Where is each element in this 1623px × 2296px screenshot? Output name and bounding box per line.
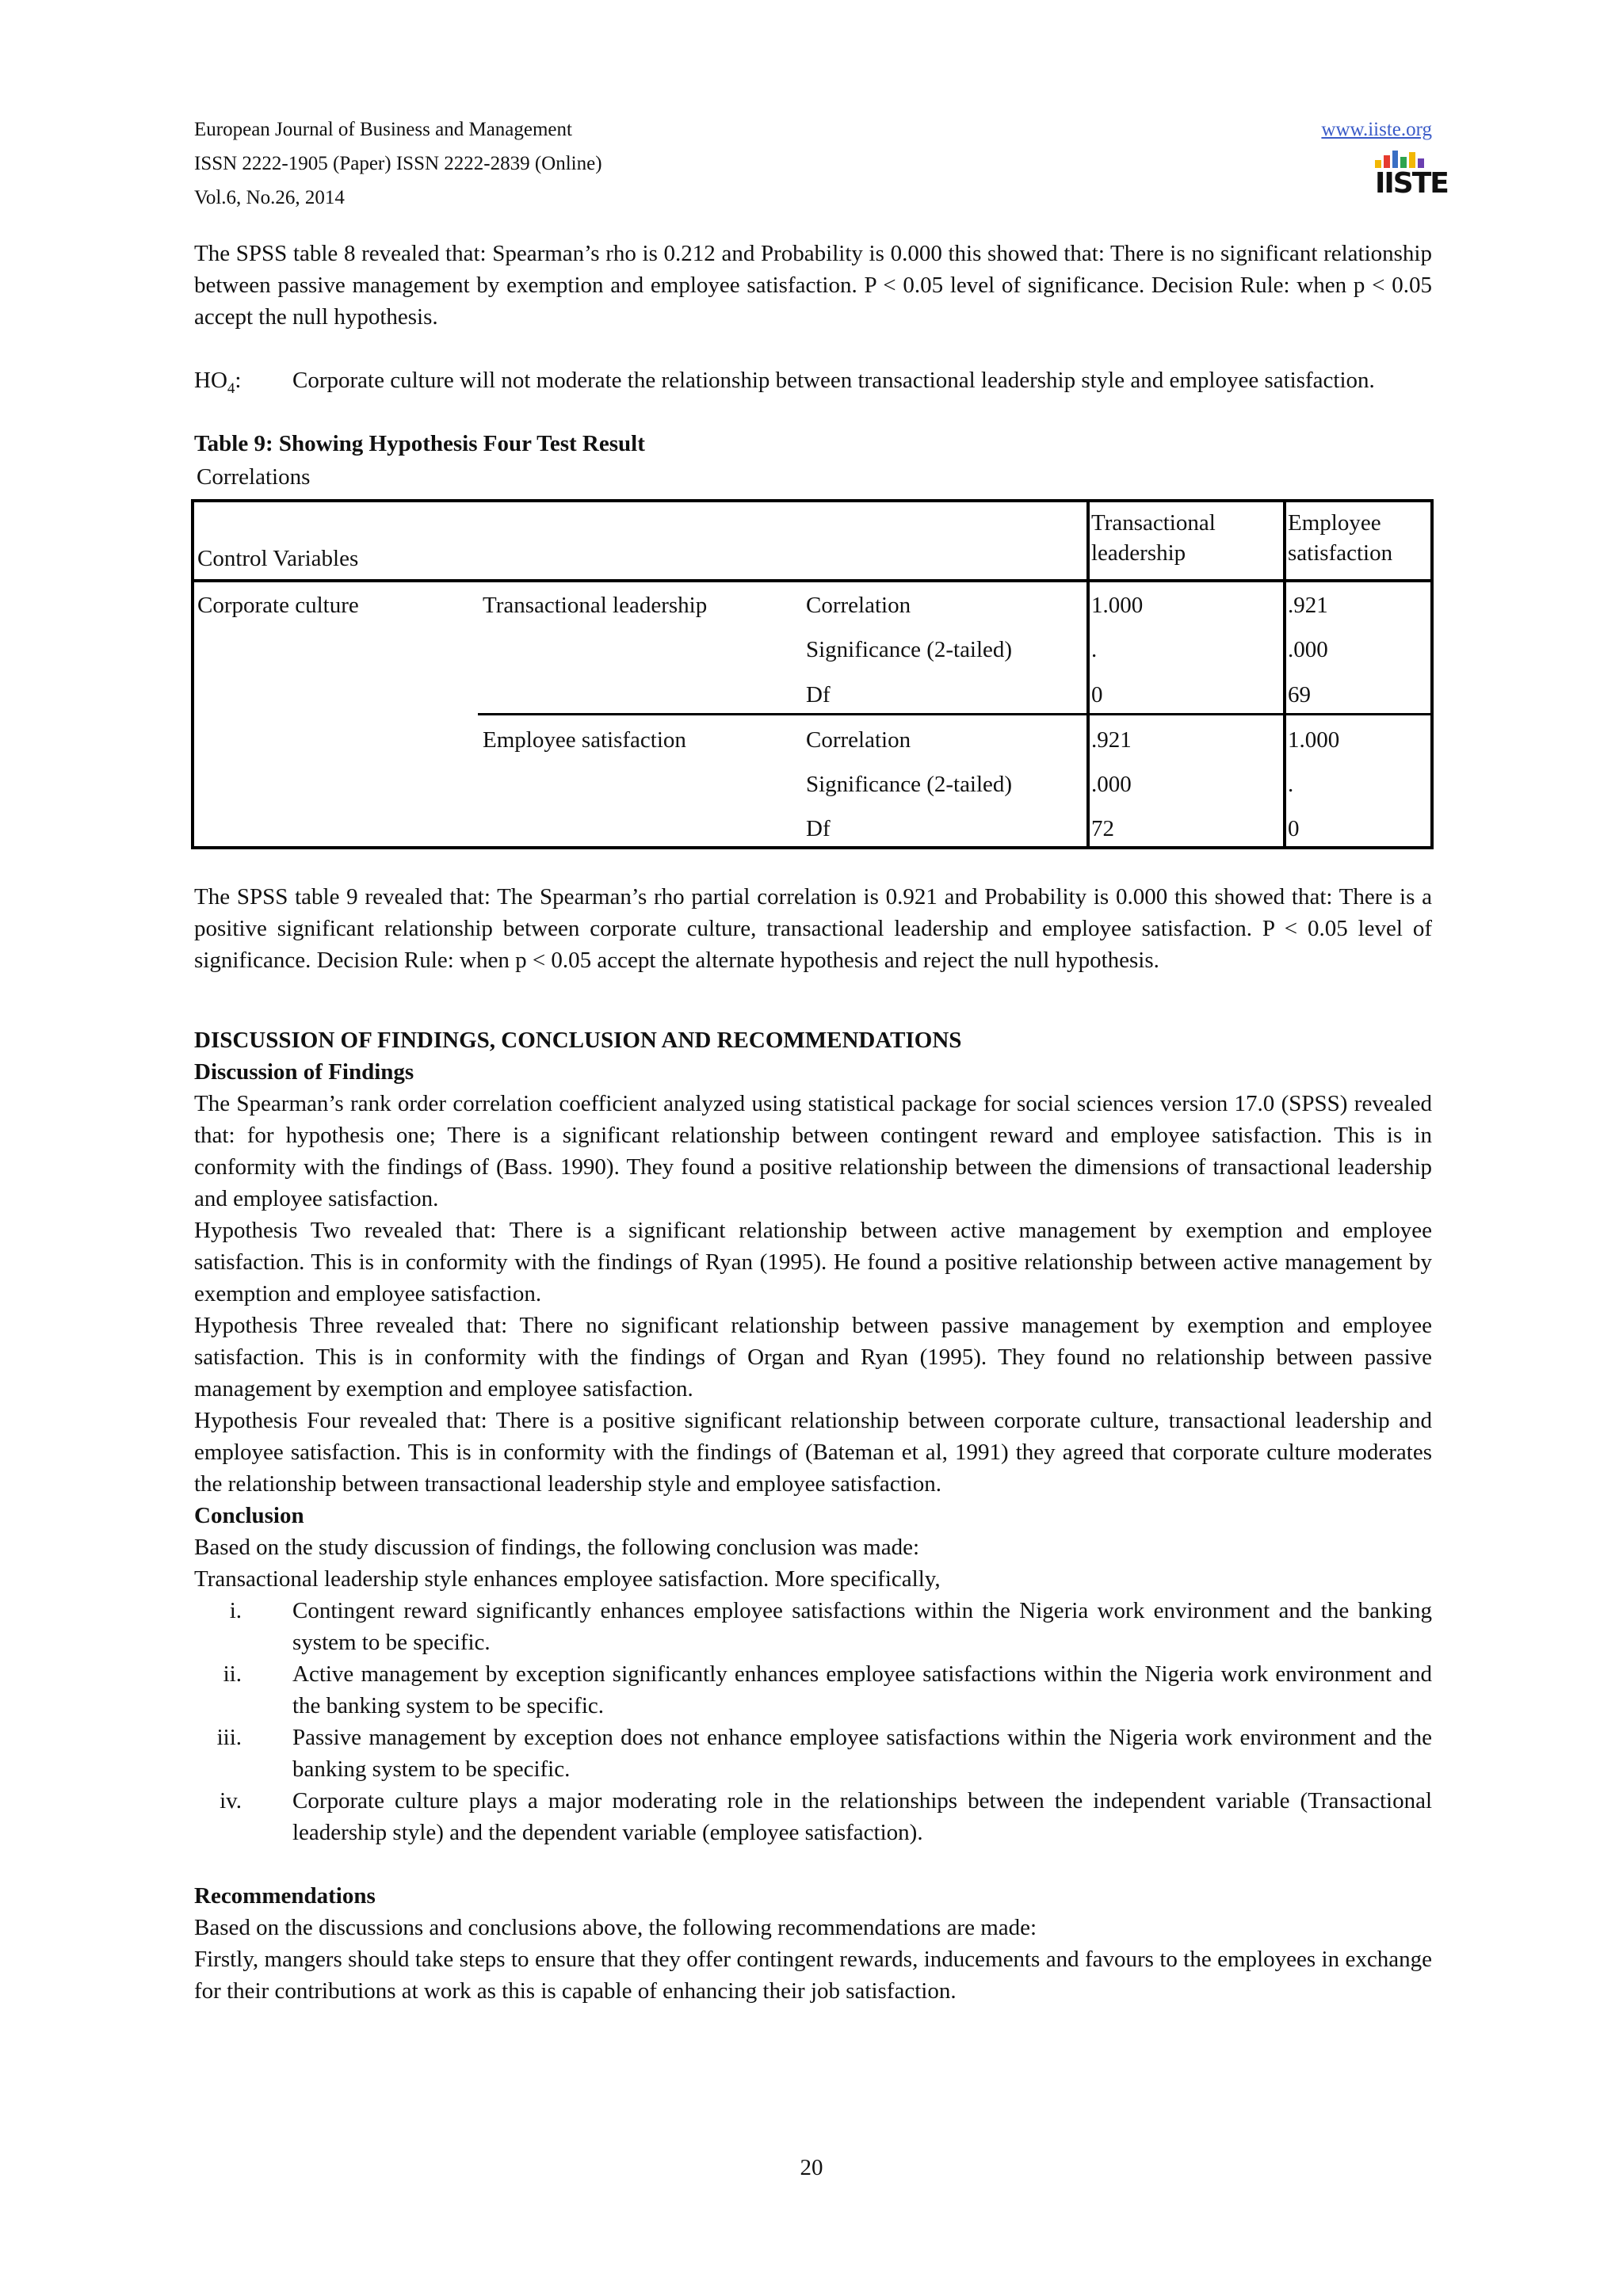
header-col1-line2: leadership xyxy=(1091,540,1186,566)
hypothesis-text: Corporate culture will not moderate the relationship between transactional leadership style and employee satisfaction. xyxy=(292,368,1375,393)
volume: Vol.6, No.26, 2014 xyxy=(194,187,345,208)
stat-label: Significance (2-tailed) xyxy=(806,637,1013,662)
table-cell: .000 xyxy=(1091,772,1132,797)
journal-name: European Journal of Business and Management xyxy=(194,119,572,140)
logo-bar xyxy=(1409,152,1415,168)
table-cell: 69 xyxy=(1288,682,1311,707)
header-col2-line1: Employee xyxy=(1288,510,1381,536)
list-item: iv. Corporate culture plays a major moderating role in the relationships between the independent variable (Transactional leadership style) and the dependent variable (employee satisfaction). xyxy=(220,1788,1432,1845)
header-control-variables: Control Variables xyxy=(197,546,359,571)
stat-label: Df xyxy=(806,682,831,707)
stat-label: Df xyxy=(806,816,831,841)
table-cell: 1.000 xyxy=(1091,593,1144,618)
conclusion-heading: Conclusion xyxy=(194,1503,304,1528)
group-variable: Transactional leadership xyxy=(483,593,708,618)
logo-bar xyxy=(1400,157,1407,168)
page-header xyxy=(194,113,1448,215)
table-header-rule xyxy=(194,579,1430,582)
conclusion-list xyxy=(194,1595,1432,1848)
stat-label: Correlation xyxy=(806,593,911,618)
header-col2-line2: satisfaction xyxy=(1288,540,1393,566)
section-heading: DISCUSSION OF FINDINGS, CONCLUSION AND RECOMMENDATIONS xyxy=(194,1028,962,1053)
conclusion-summary: Transactional leadership style enhances employee satisfaction. More specifically, xyxy=(194,1566,941,1592)
table-cell: .000 xyxy=(1288,637,1328,662)
recommendations-heading: Recommendations xyxy=(194,1883,376,1909)
journal-url-link[interactable]: www.iiste.org xyxy=(1321,119,1432,140)
correlations-table xyxy=(191,499,1434,849)
conclusion-intro: Based on the study discussion of findings, the following conclusion was made: xyxy=(194,1535,920,1560)
logo-text: IISTE xyxy=(1375,167,1448,200)
table-cell: 1.000 xyxy=(1288,727,1340,753)
discussion-paragraph: The Spearman’s rank order correlation coefficient analyzed using statistical package for social sciences version 17.0 (SPSS) revealed that: for hypothesis one; There is a significant relationship between contingent reward and employee satisfaction. This is in conformity with the findings of (Bass. 1990). They found a positive relationship between the dimensions of transactional leadership and employee satisfaction. xyxy=(194,1091,1432,1211)
discussion-heading: Discussion of Findings xyxy=(194,1059,414,1085)
hypothesis-four xyxy=(194,364,1432,396)
table-cell: . xyxy=(1091,637,1098,662)
table-caption: Table 9: Showing Hypothesis Four Test Result xyxy=(194,431,645,456)
table-cell: .921 xyxy=(1288,593,1328,618)
issn: ISSN 2222-1905 (Paper) ISSN 2222-2839 (Online) xyxy=(194,153,602,174)
discussion-paragraph: Hypothesis Two revealed that: There is a significant relationship between active management by exemption and employee satisfaction. This is in conformity with the findings of Ryan (1995). He found a positive relationship between active management by exemption and employee satisfaction. xyxy=(194,1218,1432,1306)
table-cell: 0 xyxy=(1288,816,1300,841)
table-group-rule xyxy=(478,713,1430,715)
table-col-divider xyxy=(1086,502,1090,846)
table-col-divider xyxy=(1283,502,1286,846)
discussion-section xyxy=(194,1024,1432,2007)
logo-bar xyxy=(1392,151,1399,168)
table-cell: 72 xyxy=(1091,816,1114,841)
discussion-paragraph: Hypothesis Three revealed that: There no significant relationship between passive management by exemption and employee satisfaction. This is in conformity with the findings of Organ and Ryan (1995). They found no relationship between passive management by exemption and employee satisfaction. xyxy=(194,1313,1432,1402)
group-variable: Employee satisfaction xyxy=(483,727,686,753)
discussion-paragraph: Hypothesis Four revealed that: There is a positive significant relationship between corporate culture, transactional leadership and employee satisfaction. This is in conformity with the findings of (Bateman et al, 1991) they agreed that corporate culture moderates the relationship between transactional leadership style and employee satisfaction. xyxy=(194,1408,1432,1497)
header-col1-line1: Transactional xyxy=(1091,510,1216,536)
stat-label: Significance (2-tailed) xyxy=(806,772,1013,797)
stat-label: Correlation xyxy=(806,727,911,753)
list-item: iii. Passive management by exception does not enhance employee satisfactions within the Nigeria work environment and the banking system to be specific. xyxy=(216,1725,1432,1782)
page-number: 20 xyxy=(800,2155,823,2180)
recommendations-intro: Based on the discussions and conclusions above, the following recommendations are made: xyxy=(194,1915,1037,1940)
control-variable: Corporate culture xyxy=(197,593,359,618)
table-cell: . xyxy=(1288,772,1294,797)
hypothesis-label: $HO_4$: xyxy=(194,368,242,397)
recommendation-paragraph: Firstly, mangers should take steps to ensure that they offer contingent rewards, inducements and favours to the employees in exchange for their contributions at work as this is capable of enhancing their job satisfaction. xyxy=(194,1947,1432,2004)
table-cell: .921 xyxy=(1091,727,1132,753)
list-item: ii. Active management by exception significantly enhances employee satisfactions within the Nigeria work environment and the banking system to be specific. xyxy=(223,1661,1432,1718)
table8-paragraph: The SPSS table 8 revealed that: Spearman’s rho is 0.212 and Probability is 0.000 this showed that: There is no significant relationship between passive management by exemption and employee satisfaction. P < 0.05 level of significance. Decision Rule: when p < 0.05 accept the null hypothesis. xyxy=(194,241,1432,330)
iiste-logo xyxy=(1375,151,1448,203)
table-subcaption: Correlations xyxy=(197,464,311,490)
logo-bars xyxy=(1375,151,1424,168)
logo-bar xyxy=(1384,155,1390,168)
table-cell: 0 xyxy=(1091,682,1103,707)
list-item: i. Contingent reward significantly enhances employee satisfactions within the Nigeria work environment and the banking system to be specific. xyxy=(229,1598,1432,1655)
table9-paragraph: The SPSS table 9 revealed that: The Spearman’s rho partial correlation is 0.921 and Probability is 0.000 this showed that: There is a positive significant relationship between corporate culture, transactional leadership and employee satisfaction. P < 0.05 level of significance. Decision Rule: when p < 0.05 accept the alternate hypothesis and reject the null hypothesis. xyxy=(194,884,1432,973)
